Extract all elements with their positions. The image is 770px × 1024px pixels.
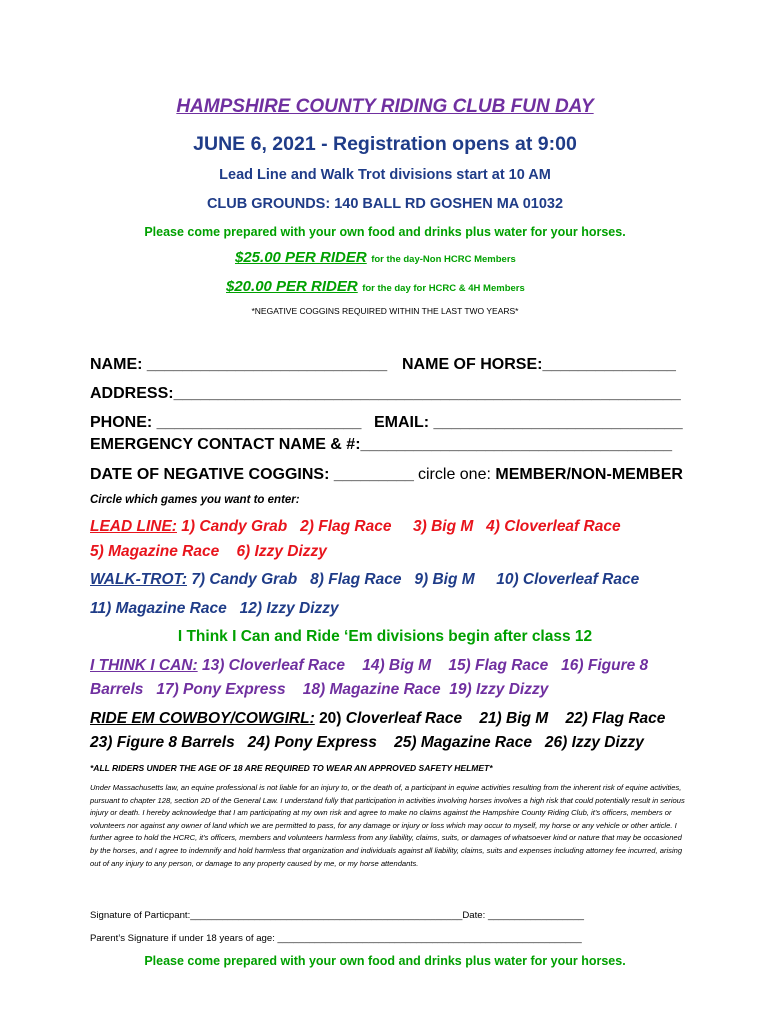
prepare-note-top: Please come prepared with your own food and drinks plus water for your horses. (144, 225, 626, 239)
think-i-can-games-1[interactable]: 13) Cloverleaf Race 14) Big M 15) Flag Race 16) Figure 8 (201, 657, 649, 674)
page-title: HAMPSHIRE COUNTY RIDING CLUB FUN DAY (176, 96, 594, 117)
think-i-can-row-1 (90, 657, 648, 675)
phone-field[interactable]: PHONE: _______________________ (90, 414, 362, 431)
emergency-contact-field[interactable]: EMERGENCY CONTACT NAME & #:___________________________________ (90, 436, 672, 453)
helmet-notice: *ALL RIDERS UNDER THE AGE OF 18 ARE REQUIRED TO WEAR AN APPROVED SAFETY HELMET* (90, 763, 493, 773)
membership-choice[interactable] (418, 466, 683, 484)
ride-em-first-number: 20) (319, 710, 342, 727)
email-field[interactable]: EMAIL: ____________________________ (374, 414, 683, 431)
horse-name-field[interactable]: NAME OF HORSE:_______________ (402, 356, 676, 373)
fee-nonmember-note: for the day-Non HCRC Members (371, 254, 516, 265)
circle-one-label: circle one: (418, 466, 491, 483)
think-i-can-label: I THINK I CAN: (90, 657, 198, 674)
parent-signature-field[interactable]: Parent’s Signature if under 18 years of age: _________________________________________________________ (90, 933, 582, 944)
name-field[interactable]: NAME: ___________________________ (90, 356, 388, 373)
coggins-requirement: *NEGATIVE COGGINS REQUIRED WITHIN THE LAST TWO YEARS* (251, 306, 519, 316)
walk-trot-row-1 (90, 571, 639, 589)
lead-line-games-1[interactable]: 1) Candy Grab 2) Flag Race 3) Big M 4) Cloverleaf Race (181, 518, 621, 535)
fee-member-note: for the day for HCRC & 4H Members (362, 283, 525, 294)
fee-member (226, 278, 525, 296)
divisions-start: Lead Line and Walk Trot divisions start at 10 AM (219, 167, 551, 183)
advanced-divisions-note: I Think I Can and Ride ‘Em divisions begin after class 12 (177, 628, 593, 645)
liability-waiver: Under Massachusetts law, an equine professional is not liable for an injury to, or the death of, a participant in equine activities resulting from the inherent risk of equine activities, pursuant to chapter 128, section 2D of the General Law. I understand fully that participation in activities involving horses involves a high risk that could potentially result in serious injury or death. I hereby acknowledge that I am participating at my own risk and agree to make no claims against the Hampshire County Riding Club, it’s officers, members or volunteers nor against any owner of land which we are permitted to pass, for any damage or injury or loss which may occur to myself, my horse or any vehicle or other article. I further agree to hold the HCRC, it’s officers, members and volunteers harmless from any liability, claims, suits, or damages of whatsoever kind or nature that may be occasioned by the horses, and I agree to indemnify and hold harmless that organization and individuals against all liability, claims, suits and expenses including attorney fee incurred, arising out of any injury to any person, or damage to any property caused by me, or my horse attendants. (90, 783, 685, 868)
ride-em-games-1[interactable]: Cloverleaf Race 21) Big M 22) Flag Race (345, 710, 666, 727)
coggins-date-field[interactable]: DATE OF NEGATIVE COGGINS: _________ (90, 466, 414, 483)
ride-em-row-1 (90, 710, 665, 728)
address-field[interactable]: ADDRESS:_________________________________________________________ (90, 385, 681, 402)
fee-member-price: $20.00 PER RIDER (226, 278, 358, 295)
think-i-can-games-2[interactable]: Barrels 17) Pony Express 18) Magazine Race 19) Izzy Dizzy (90, 681, 549, 698)
ride-em-label: RIDE EM COWBOY/COWGIRL: (90, 710, 315, 727)
lead-line-row-1 (90, 518, 621, 536)
fee-nonmember-price: $25.00 PER RIDER (235, 249, 367, 266)
walk-trot-label: WALK-TROT: (90, 571, 187, 588)
lead-line-games-2[interactable]: 5) Magazine Race 6) Izzy Dizzy (90, 543, 327, 560)
participant-signature-field[interactable]: Signature of Particpant:___________________________________________________Date: __________________ (90, 910, 585, 921)
games-instruction: Circle which games you want to enter: (90, 494, 300, 506)
lead-line-label: LEAD LINE: (90, 518, 177, 535)
ride-em-games-2[interactable]: 23) Figure 8 Barrels 24) Pony Express 25) Magazine Race 26) Izzy Dizzy (90, 734, 644, 751)
walk-trot-games-1[interactable]: 7) Candy Grab 8) Flag Race 9) Big M 10) Cloverleaf Race (191, 571, 640, 588)
location: CLUB GROUNDS: 140 BALL RD GOSHEN MA 01032 (206, 196, 564, 212)
fee-nonmember (235, 249, 516, 267)
membership-options[interactable]: MEMBER/NON-MEMBER (495, 466, 683, 483)
event-date: JUNE 6, 2021 - Registration opens at 9:00 (193, 133, 577, 155)
walk-trot-games-2[interactable]: 11) Magazine Race 12) Izzy Dizzy (90, 600, 339, 617)
prepare-note-bottom: Please come prepared with your own food and drinks plus water for your horses. (144, 954, 626, 968)
